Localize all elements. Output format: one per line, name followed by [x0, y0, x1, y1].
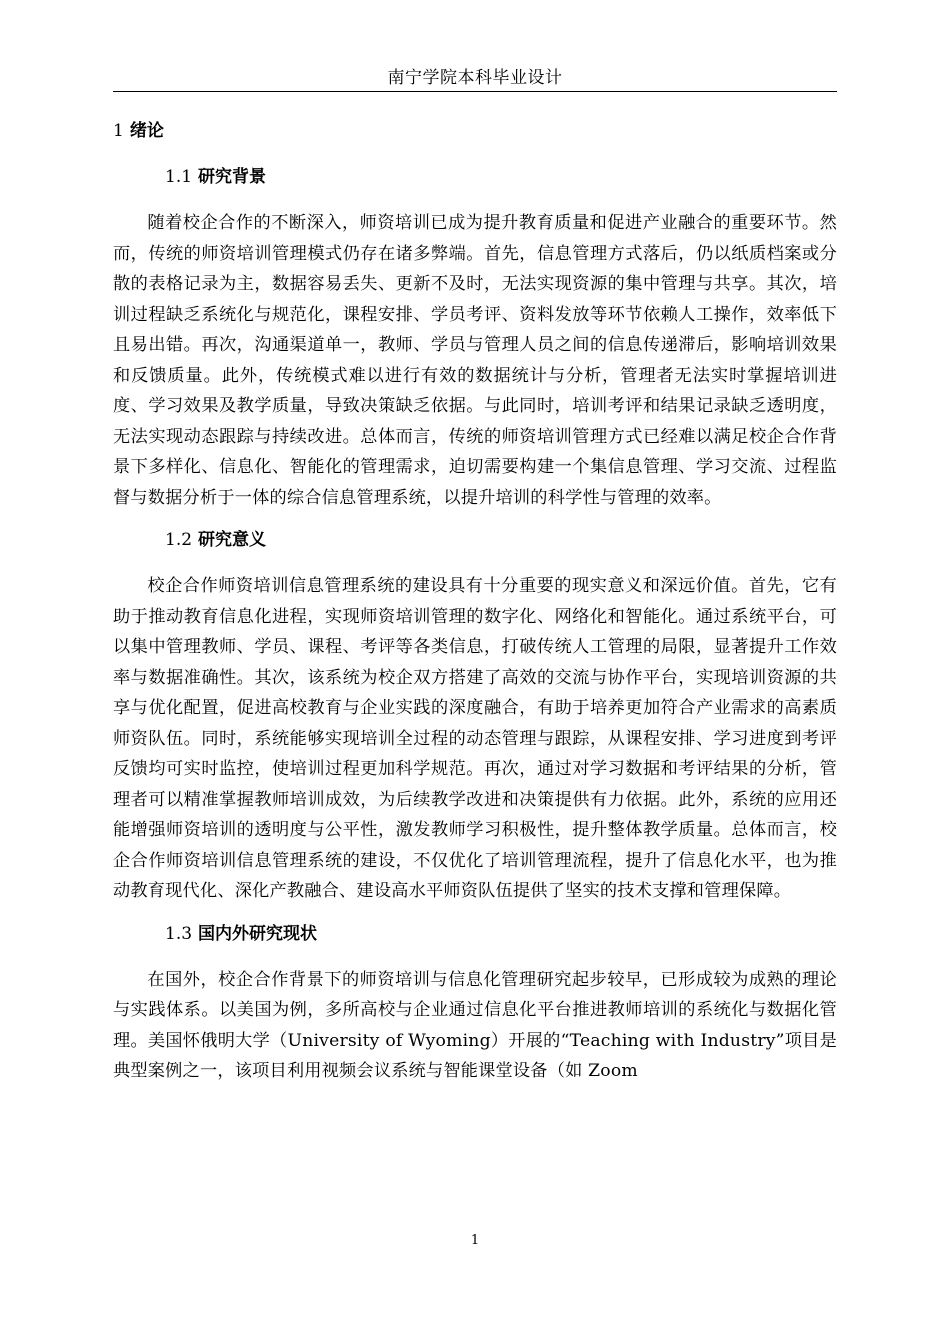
chapter-title: 绪论: [129, 121, 164, 141]
section-heading-1-3: [113, 919, 837, 949]
section-heading-1-1: [113, 162, 837, 192]
running-header: 南宁学院本科毕业设计: [387, 68, 563, 88]
section-title: 国内外研究现状: [198, 923, 318, 944]
chapter-heading: [113, 116, 837, 146]
header-rule: [113, 91, 837, 92]
page-number: 1: [470, 1233, 480, 1248]
section-number: 1.2: [165, 530, 193, 550]
paragraph-research-status: 在国外，校企合作背景下的师资培训与信息化管理研究起步较早，已形成较为成熟的理论与实践体系。以美国为例，多所高校与企业通过信息化平台推进教师培训的系统化与数据化管理。美国怀俄明大学（University of Wyoming）开展的“Teaching with Industry”项目是典型案例之一，该项目利用视频会议系统与智能课堂设备（如 Zoom: [113, 969, 837, 1081]
section-heading-1-2: [113, 525, 837, 555]
section-title: 研究背景: [198, 167, 267, 187]
section-number: 1.1: [165, 167, 193, 187]
page-body: [113, 116, 837, 1087]
section-number: 1.3: [165, 923, 193, 944]
section-title: 研究意义: [198, 530, 267, 550]
paragraph-research-background: 随着校企合作的不断深入，师资培训已成为提升教育质量和促进产业融合的重要环节。然而，传统的师资培训管理模式仍存在诸多弊端。首先，信息管理方式落后，仍以纸质档案或分散的表格记录为主，数据容易丢失、更新不及时，无法实现资源的集中管理与共享。其次，培训过程缺乏系统化与规范化，课程安排、学员考评、资料发放等环节依赖人工操作，效率低下且易出错。再次，沟通渠道单一，教师、学员与管理人员之间的信息传递滞后，影响培训效果和反馈质量。此外，传统模式难以进行有效的数据统计与分析，管理者无法实时掌握培训进度、学习效果及教学质量，导致决策缺乏依据。与此同时，培训考评和结果记录缺乏透明度，无法实现动态跟踪与持续改进。总体而言，传统的师资培训管理方式已经难以满足校企合作背景下多样化、信息化、智能化的管理需求，迫切需要构建一个集信息管理、学习交流、过程监督与数据分析于一体的综合信息管理系统，以提升培训的科学性与管理的效率。: [113, 213, 837, 508]
chapter-number: 1: [113, 121, 124, 141]
paragraph-research-significance: 校企合作师资培训信息管理系统的建设具有十分重要的现实意义和深远价值。首先，它有助于推动教育信息化进程，实现师资培训管理的数字化、网络化和智能化。通过系统平台，可以集中管理教师、学员、课程、考评等各类信息，打破传统人工管理的局限，显著提升工作效率与数据准确性。其次，该系统为校企双方搭建了高效的交流与协作平台，实现培训资源的共享与优化配置，促进高校教育与企业实践的深度融合，有助于培养更加符合产业需求的高素质师资队伍。同时，系统能够实现培训全过程的动态管理与跟踪，从课程安排、学习进度到考评反馈均可实时监控，使培训过程更加科学规范。再次，通过对学习数据和考评结果的分析，管理者可以精准掌握教师培训成效，为后续教学改进和决策提供有力依据。此外，系统的应用还能增强师资培训的透明度与公平性，激发教师学习积极性，提升整体教学质量。总体而言，校企合作师资培训信息管理系统的建设，不仅优化了培训管理流程，提升了信息化水平，也为推动教育现代化、深化产教融合、建设高水平师资队伍提供了坚实的技术支撑和管理保障。: [113, 576, 837, 901]
